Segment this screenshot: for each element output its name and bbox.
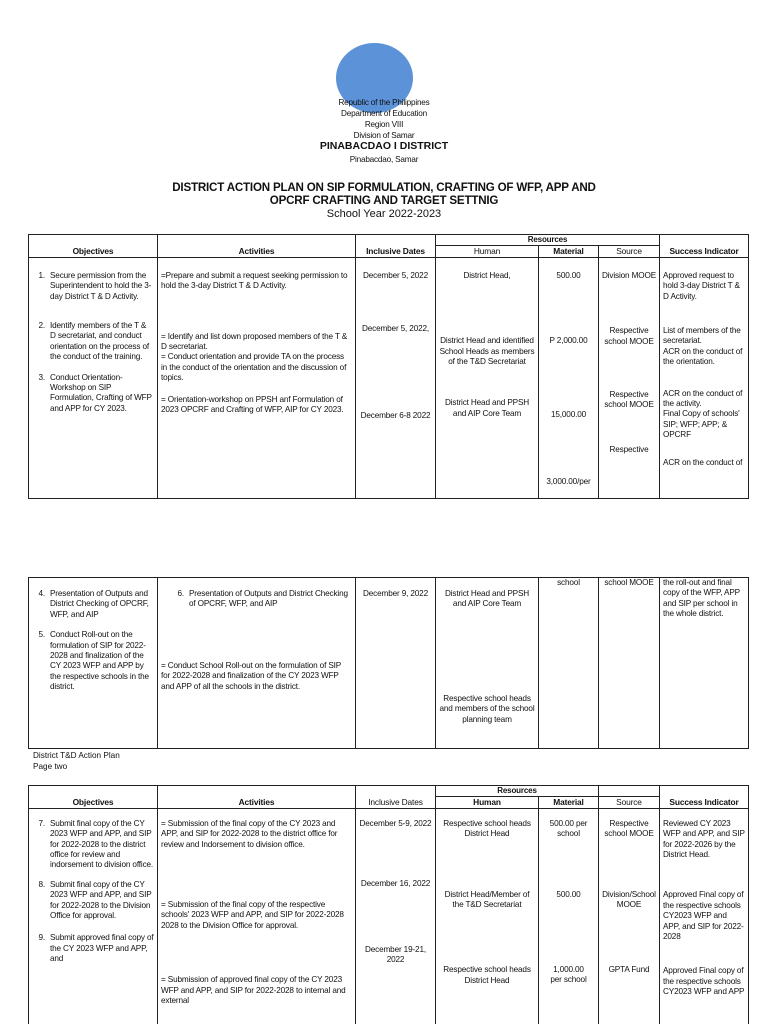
indicator-4: ACR on the conduct of	[663, 457, 743, 467]
objectives-header: Objectives	[29, 246, 158, 257]
source-4: Respective	[609, 444, 649, 454]
division-line: Division of Samar	[353, 131, 415, 140]
material-7: 500.00 per school	[549, 818, 588, 839]
source-9: GPTA Fund	[608, 965, 650, 975]
objective-1: 1. Secure permission from the Superintendent to hold the 3-day District T & D Activity.	[38, 270, 152, 301]
indicator-3a: ACR on the conduct of the activity.	[663, 388, 743, 409]
material-continued: school	[557, 578, 580, 587]
human-1: District Head,	[463, 270, 511, 280]
footer-plan-label: District T&D Action Plan	[33, 751, 120, 760]
date-7: December 5-9, 2022	[359, 818, 432, 828]
human-5: Respective school heads and members of the school planning team	[439, 693, 535, 724]
human-7b: District Head	[464, 829, 510, 839]
department-line: Department of Education	[341, 109, 427, 118]
objective-7: 7. Submit final copy of the CY 2023 WFP and APP, and SIP for 2022-2028 to the district office for review and indorsement to division office.	[38, 818, 154, 870]
human-2: District Head and identified School Heads as members of the T&D Secretariat	[439, 336, 535, 367]
indicator-7: Reviewed CY 2023 WFP and APP, and SIP for 2022-2026 by the District Head.	[663, 818, 745, 860]
district-name: PINABACDAO I DISTRICT	[319, 140, 449, 152]
indicator-2b: ACR on the conduct of the orientation.	[663, 346, 743, 367]
table-row	[29, 808, 749, 1024]
indicator-header: Success Indicator	[660, 246, 749, 257]
date-1: December 5, 2022	[363, 270, 428, 280]
activity-3: = Orientation-workshop on PPSH anf Formulation of 2023 OPCRF and Crafting of WFP, AIP for CY 2023.	[161, 394, 344, 415]
indicator-8: Approved Final copy of the respective schools CY2023 WFP and APP, and SIP for 2022-2028	[663, 890, 744, 942]
material-header-2: Material	[539, 797, 599, 808]
human-9b: District Head	[464, 975, 510, 985]
location-line: Pinabacdao, Samar	[349, 155, 419, 164]
activities-header-2: Activities	[158, 797, 356, 808]
human-8: District Head/Member of the T&D Secretariat	[444, 889, 530, 910]
objective-5: 5. Conduct Roll-out on the formulation of SIP for 2022-2028 and finalization of the CY 2023 WFP and APP by the respective schools in the district.	[38, 630, 149, 692]
activity-8: = Submission of the final copy of the respective schools' 2023 WFP and APP, and SIP for 2022-2028 2028 to the Division Office for approval.	[161, 900, 344, 930]
activity-1: =Prepare and submit a request seeking permission to hold the 3-day District T & D Activity.	[161, 270, 348, 291]
source-header-2: Source	[599, 797, 660, 808]
indicator-1: Approved request to hold 3-day District T & D Activity.	[663, 270, 740, 301]
republic-line: Republic of the Philippines	[338, 98, 430, 107]
source-8: Division/School MOOE	[602, 889, 656, 910]
activity-9: = Submission of approved final copy of the CY 2023 WFP and APP, and SIP for 2022-2028 to internal and external	[161, 975, 346, 1006]
source-2: Respective school MOOE	[604, 326, 654, 346]
document-title-line2: OPCRF CRAFTING AND TARGET SETTNIG	[269, 194, 499, 207]
indicator-2a: List of members of the secretariat.	[663, 326, 741, 346]
indicator-3b: Final Copy of schools' SIP; WFP; APP; & OPCRF	[663, 409, 740, 440]
activities-header: Activities	[158, 246, 356, 257]
action-plan-table-page-one	[28, 234, 749, 499]
date-9: December 19-21, 2022	[364, 944, 426, 965]
action-plan-table-page-two	[28, 785, 749, 1024]
material-4: 3,000.00/per	[546, 477, 591, 487]
table-row	[29, 257, 749, 498]
dates-header: Inclusive Dates	[356, 246, 436, 257]
resources-header: Resources	[436, 235, 660, 246]
material-1: 500.00	[556, 270, 581, 280]
date-3: December 6-8 2022	[360, 410, 431, 420]
document-title-line1: DISTRICT ACTION PLAN ON SIP FORMULATION, CRAFTING OF WFP, APP AND	[172, 181, 596, 194]
source-header: Source	[599, 246, 660, 257]
table-row	[29, 578, 749, 749]
activity-2a: = Identify and list down proposed members of the T & D secretariat.	[161, 331, 348, 352]
date-4: December 9, 2022	[363, 589, 428, 598]
source-1: Division MOOE	[602, 270, 657, 280]
date-2: December 5, 2022,	[361, 324, 430, 334]
material-8: 500.00	[556, 889, 581, 899]
indicator-header-2: Success Indicator	[660, 797, 749, 808]
human-3: District Head and PPSH and AIP Core Team	[444, 398, 530, 418]
human-4: District Head and PPSH and AIP Core Team	[444, 589, 530, 609]
human-9a: Respective school heads	[443, 965, 531, 975]
date-8: December 16, 2022	[360, 879, 431, 889]
source-continued: school MOOE	[604, 578, 654, 587]
region-line: Region VIII	[364, 120, 404, 129]
activity-7: = Submission of the final copy of the CY 2023 and APP, and SIP for 2022-2028 to the district office for review and Indorsement to division office.	[161, 818, 338, 849]
activity-2b: = Conduct orientation and provide TA on the process in the conduct of the orientation and the discussion of topics.	[161, 352, 347, 383]
objective-4: 4. Presentation of Outputs and District Checking of OPCRF, WFP, and AIP	[38, 589, 149, 619]
material-2: P 2,000.00	[549, 336, 588, 346]
material-9: 1,000.00 per school	[550, 965, 587, 985]
footer-page-label: Page two	[33, 762, 68, 771]
objectives-header-2: Objectives	[29, 797, 158, 808]
indicator-continued: the roll-out and final copy of the WFP, APP and SIP per school in the whole district.	[663, 578, 740, 619]
indicator-9: Approved Final copy of the respective schools CY2023 WFP and APP	[663, 966, 745, 997]
human-7a: Respective school heads	[443, 818, 531, 828]
material-3: 15,000.00	[550, 409, 587, 419]
objective-2: 2. Identify members of the T & D secretariat, and conduct orientation on the process of the conduct of the training.	[38, 321, 149, 362]
objective-9: 9. Submit approved final copy of the CY 2023 WFP and APP, and	[38, 933, 154, 964]
human-header: Human	[436, 246, 539, 257]
objective-3: 3. Conduct Orientation-Workshop on SIP Formulation, Crafting of WFP and APP for CY 2023.	[38, 372, 152, 413]
objective-8: 8. Submit final copy of the CY 2023 WFP and APP, and SIP for 2022-2028 to the Division Office for approval.	[38, 879, 152, 921]
source-7: Respective school MOOE	[604, 818, 654, 839]
material-header: Material	[539, 246, 599, 257]
human-header-2: Human	[436, 797, 539, 808]
school-year: School Year 2022-2023	[326, 208, 442, 220]
resources-header-2: Resources	[436, 786, 599, 797]
activity-6: 6. Presentation of Outputs and District Checking of OPCRF, WFP, and AIP	[177, 589, 348, 609]
source-3: Respective school MOOE	[604, 390, 654, 410]
action-plan-table-continued	[28, 577, 749, 749]
dates-header-2: Inclusive Dates	[356, 797, 436, 808]
activity-5: = Conduct School Roll-out on the formulation of SIP for 2022-2028 and finalization of the CY 2023 WFP and APP of all the schools in the district.	[161, 660, 341, 691]
